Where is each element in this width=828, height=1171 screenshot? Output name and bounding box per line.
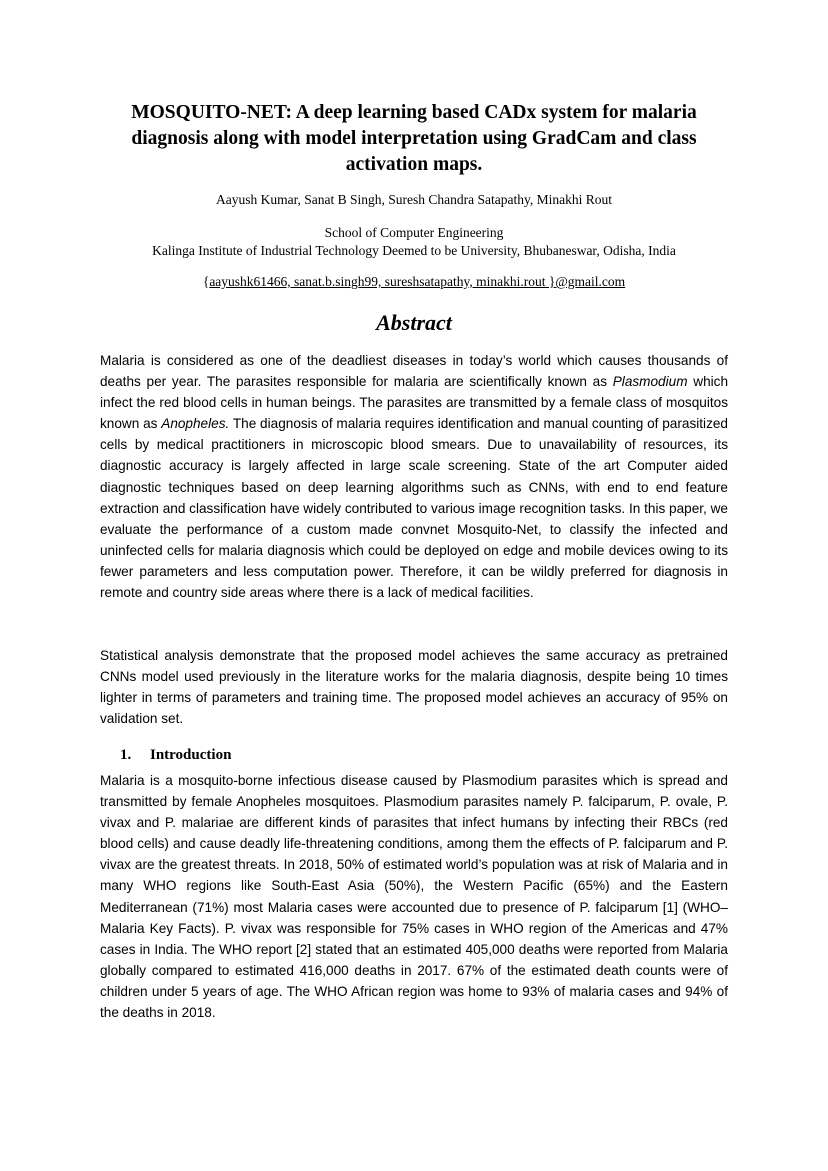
title-line-1: MOSQUITO-NET: A deep learning based CADx system for malaria [131, 102, 697, 123]
abstract-heading: Abstract [376, 310, 452, 335]
paper-title [100, 100, 728, 178]
affiliation [60, 224, 768, 260]
introduction-paragraph-1: Malaria is a mosquito-borne infectious disease caused by Plasmodium parasites which is spread and transmitted by female Anopheles mosquitoes. Plasmodium parasites namely P. falciparum, P. ovale, P. vivax and P. malariae are different kinds of parasites that infect humans by infecting their RBCs (red blood cells) and cause deadly life-threatening conditions, among them the effects of P. falciparum and P. vivax are the greatest threats. In 2018, 50% of estimated world’s population was at risk of Malaria and in many WHO regions like South-East Asia (50%), the Western Pacific (65%) and the Eastern Mediterranean (71%) most Malaria cases were accounted due to presence of P. falciparum [1] (WHO– Malaria Key Facts). P. vivax was responsible for 75% cases in WHO region of the Americas and 47% cases in India. The WHO report [2] stated that an estimated 405,000 deaths were reported from Malaria globally compared to estimated 416,000 deaths in 2017. 67% of the estimated death counts were of children under 5 years of age. The WHO African region was home to 93% of malaria cases and 94% of the deaths in 2018. [100, 773, 728, 1021]
affiliation-line-2: Kalinga Institute of Industrial Technology Deemed to be University, Bhubaneswar, Odisha, India [152, 243, 676, 258]
title-line-2: diagnosis along with model interpretation using GradCam and class [131, 128, 697, 149]
email-brace: { [202, 274, 210, 289]
abstract-p1-text-c: The diagnosis of malaria requires identification and manual counting of parasitized cells by medical practitioners in microscopic blood smears. Due to unavailability of resources, its diagnostic accuracy is largely affected in large scale screening. State of the art Computer aided diagnostic techniques based on deep learning algorithms such as CNNs, with end to end feature extraction and classification have widely contributed to various image recognition tasks. In this paper, we evaluate the performance of a custom made convnet Mosquito-Net, to classify the infected and uninfected cells for malaria diagnosis which could be deployed on edge and mobile devices owing to its fewer parameters and less computation power. Therefore, it can be wildly preferred for diagnosis in remote and country side areas where there is a lack of medical facilities. [100, 416, 728, 601]
email-domain-link[interactable]: @gmail.com [555, 274, 626, 289]
email-addresses-link[interactable]: aayushk61466, sanat.b.singh99, sureshsatapathy, minakhi.rout } [209, 274, 556, 289]
abstract-p1-italic-anopheles: Anopheles. [161, 416, 230, 432]
section-number: 1. [120, 747, 132, 763]
section-title: Introduction [150, 747, 232, 763]
author-list: Aayush Kumar, Sanat B Singh, Suresh Chandra Satapathy, Minakhi Rout [215, 192, 613, 207]
affiliation-line-1: School of Computer Engineering [324, 225, 504, 240]
abstract-paragraph-1 [100, 350, 728, 603]
abstract-p1-italic-plasmodium: Plasmodium [612, 374, 688, 390]
abstract-p1-text-b: which infect the red blood cells in human beings. The parasites are transmitted by a female class of mosquitos known as [100, 374, 729, 432]
author-emails [100, 273, 728, 291]
section-heading-introduction [120, 745, 231, 765]
title-line-3: activation maps. [345, 154, 483, 175]
abstract-p1-text-a: Malaria is considered as one of the deadliest diseases in today’s world which causes thousands of deaths per year. The parasites responsible for malaria are scientifically known as [100, 353, 728, 390]
abstract-paragraph-2: Statistical analysis demonstrate that the proposed model achieves the same accuracy as pretrained CNNs model used previously in the literature works for the malaria diagnosis, despite being 10 times lighter in terms of parameters and training time. The proposed model achieves an accuracy of 95% on validation set. [100, 648, 728, 727]
